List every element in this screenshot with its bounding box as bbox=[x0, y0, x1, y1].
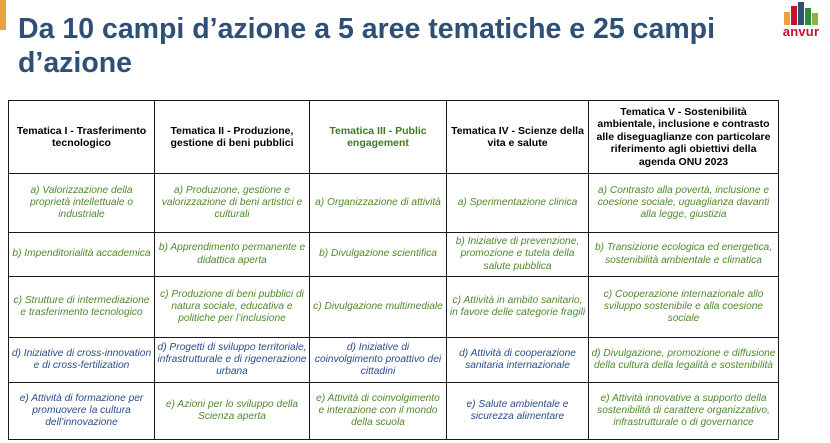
table-cell: a) Sperimentazione clinica bbox=[447, 174, 589, 233]
table-cell: b) Iniziative di prevenzione, promozione e tutela della salute pubblica bbox=[447, 233, 589, 277]
table-cell: d) Progetti di sviluppo territoriale, infrastrutturale e di rigenerazione urbana bbox=[155, 338, 310, 383]
table-cell: a) Produzione, gestione e valorizzazione di beni artistici e culturali bbox=[155, 174, 310, 233]
header-tematica-5: Tematica V - Sostenibilità ambientale, inclusione e contrasto alle diseguaglianze con particolare riferimento agli obiettivi della agenda ONU 2023 bbox=[589, 101, 779, 174]
table-cell: c) Cooperazione internazionale allo sviluppo sostenibile e alla coesione sociale bbox=[589, 277, 779, 338]
table-cell: e) Azioni per lo sviluppo della Scienza aperta bbox=[155, 383, 310, 440]
thematic-areas-table bbox=[8, 100, 779, 440]
table-row bbox=[9, 277, 779, 338]
table-cell: b) Apprendimento permanente e didattica aperta bbox=[155, 233, 310, 277]
table-cell: a) Organizzazione di attività bbox=[310, 174, 447, 233]
table-cell: d) Divulgazione, promozione e diffusione della cultura della legalità e sostenibilità bbox=[589, 338, 779, 383]
table-cell: e) Attività di coinvolgimento e interazione con il mondo della scuola bbox=[310, 383, 447, 440]
anvur-logo bbox=[778, 2, 824, 40]
logo-text: anvur bbox=[782, 24, 820, 39]
table-cell: e) Attività di formazione per promuovere la cultura dell’innovazione bbox=[9, 383, 155, 440]
logo-bar-green bbox=[805, 8, 811, 25]
accent-bar bbox=[0, 0, 6, 30]
table-cell: a) Valorizzazione della proprietà intellettuale o industriale bbox=[9, 174, 155, 233]
table-cell: b) Impenditorialità accademica bbox=[9, 233, 155, 277]
table-cell: b) Transizione ecologica ed energetica, sostenibilità ambientale e climatica bbox=[589, 233, 779, 277]
logo-bar-blue bbox=[798, 2, 804, 25]
table-row bbox=[9, 338, 779, 383]
table-cell: d) Attività di cooperazione sanitaria internazionale bbox=[447, 338, 589, 383]
table-row bbox=[9, 174, 779, 233]
header-tematica-3: Tematica III - Public engagement bbox=[310, 101, 447, 174]
table-cell: c) Produzione di beni pubblici di natura sociale, educativa e politiche per l’inclusione bbox=[155, 277, 310, 338]
table-header-row bbox=[9, 101, 779, 174]
table-cell: a) Contrasto alla povertà, inclusione e coesione sociale, uguaglianza davanti alla legge, giustizia bbox=[589, 174, 779, 233]
table-cell: c) Strutture di intermediazione e trasferimento tecnologico bbox=[9, 277, 155, 338]
table-cell: e) Attività innovative a supporto della sostenibilità di carattere organizzativo, infrastrutturale o di governance bbox=[589, 383, 779, 440]
header-tematica-4: Tematica IV - Scienze della vita e salute bbox=[447, 101, 589, 174]
table-row bbox=[9, 383, 779, 440]
header-tematica-2: Tematica II - Produzione, gestione di beni pubblici bbox=[155, 101, 310, 174]
table-cell: e) Salute ambientale e sicurezza alimentare bbox=[447, 383, 589, 440]
logo-bar-red bbox=[791, 6, 797, 25]
table-cell: b) Divulgazione scientifica bbox=[310, 233, 447, 277]
table-cell: d) Iniziative di cross-innovation e di cross-fertilization bbox=[9, 338, 155, 383]
table-cell: c) Divulgazione multimediale bbox=[310, 277, 447, 338]
logo-bars-icon bbox=[778, 2, 824, 26]
slide-title: Da 10 campi d’azione a 5 aree tematiche e 25 campi d’azione bbox=[18, 13, 716, 79]
table-cell: c) Attività in ambito sanitario, in favore delle categorie fragili bbox=[447, 277, 589, 338]
table-row bbox=[9, 233, 779, 277]
header-tematica-1: Tematica I - Trasferimento tecnologico bbox=[9, 101, 155, 174]
table-cell: d) Iniziative di coinvolgimento proattivo dei cittadini bbox=[310, 338, 447, 383]
